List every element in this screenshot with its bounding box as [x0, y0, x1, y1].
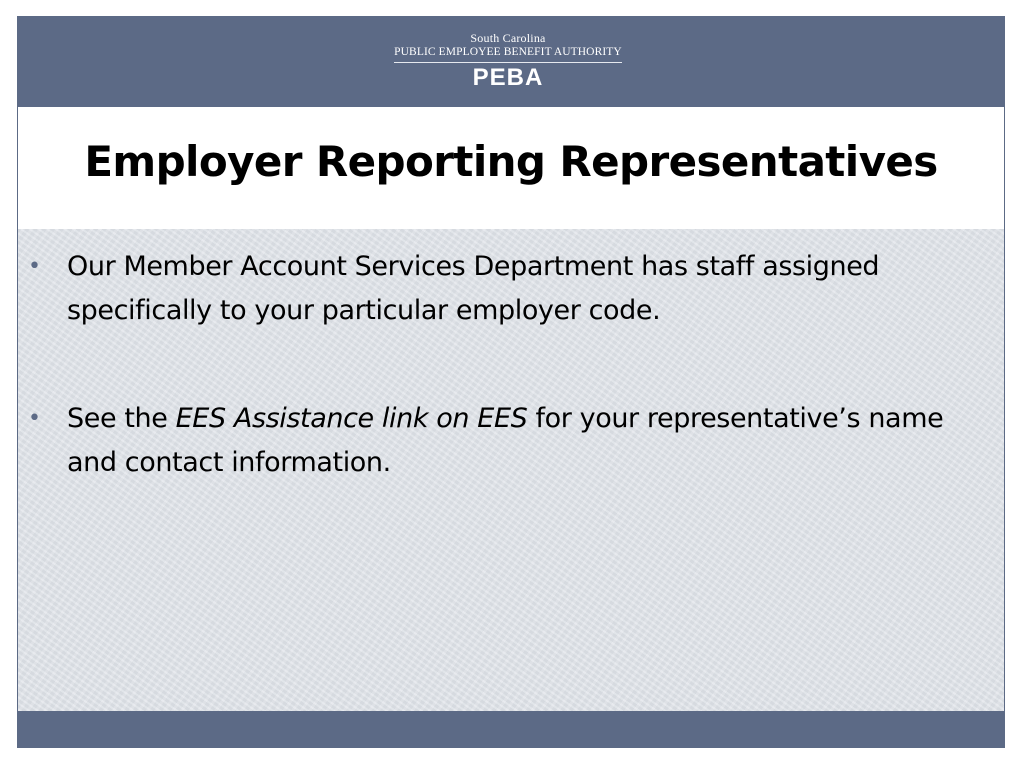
title-band — [18, 107, 1004, 229]
bullet-text: Our Member Account Services Department has staff assigned specifically to your particular employer code. — [67, 251, 880, 326]
footer-band — [18, 711, 1004, 747]
bullet-text-tail: for your representative’s name and contact information. — [67, 403, 944, 478]
bullet-text — [67, 397, 988, 485]
slide — [17, 16, 1005, 748]
logo-org-name: PUBLIC EMPLOYEE BENEFIT AUTHORITY — [394, 46, 622, 58]
bullet-item — [28, 397, 988, 485]
bullet-item — [28, 245, 988, 333]
logo-divider — [394, 62, 622, 63]
logo-org-state: South Carolina — [470, 31, 546, 45]
logo-mark: PEBA — [472, 64, 544, 91]
ees-assistance-link-text: EES Assistance link on EES — [175, 403, 528, 434]
bullet-text-lead: See the — [67, 403, 176, 434]
bullet-icon: • — [28, 406, 41, 431]
slide-title: Employer Reporting Representatives — [84, 137, 938, 186]
header-band — [18, 17, 1004, 107]
bullet-icon: • — [28, 254, 41, 279]
peba-logo — [388, 31, 628, 91]
